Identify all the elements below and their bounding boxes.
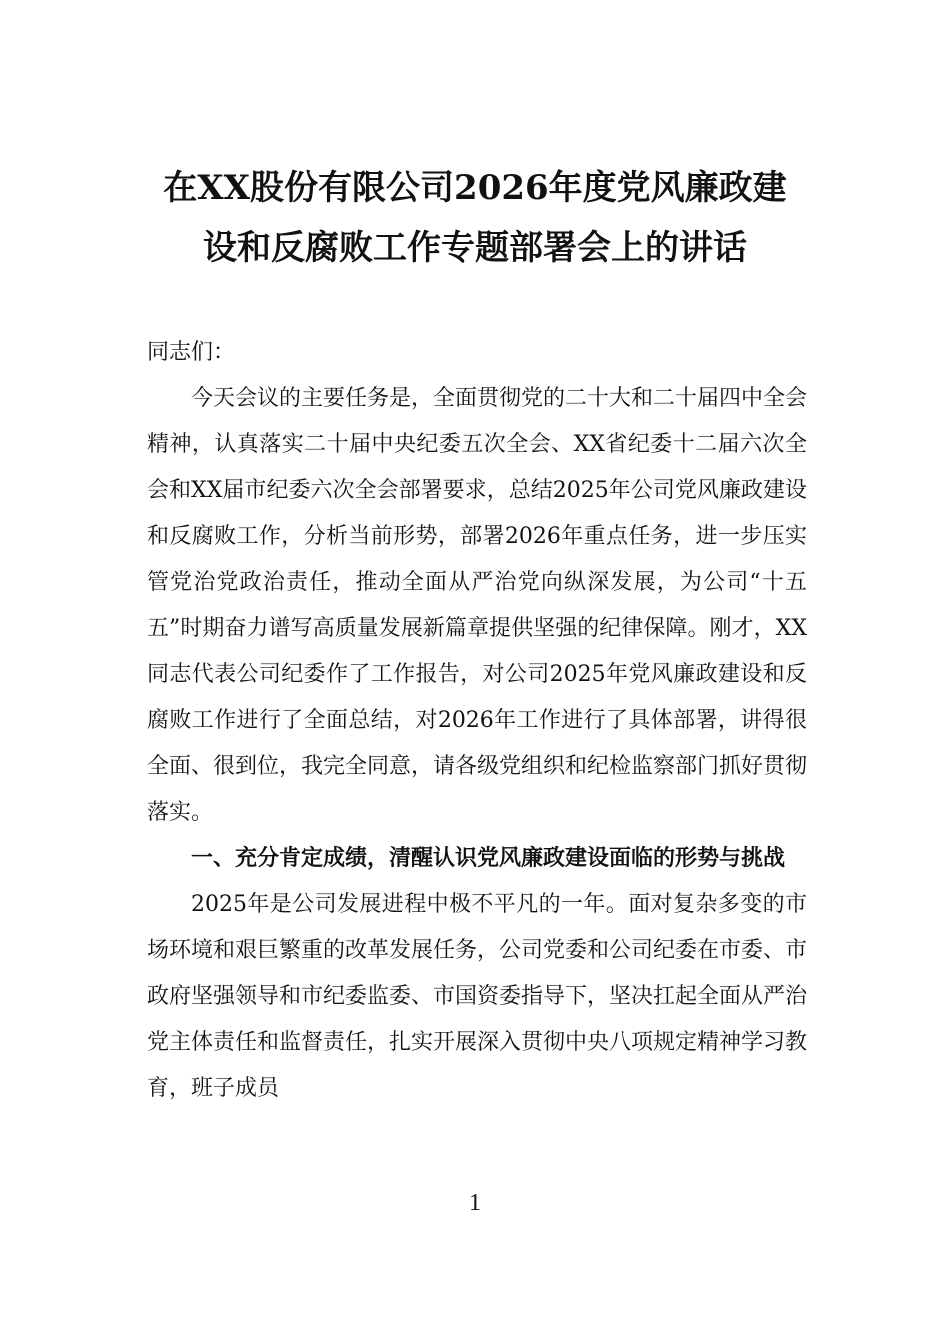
title-line-1: 在XX股份有限公司2026年度党风廉政建: [163, 168, 787, 208]
section-paragraph: 2025年是公司发展进程中极不平凡的一年。面对复杂多变的市场环境和艰巨繁重的改革发展任务，公司党委和公司纪委在市委、市政府坚强领导和市纪委监委、市国资委指导下，坚决扛起全面从严治党主体责任和监督责任，扎实开展深入贯彻中央八项规定精神学习教育，班子成员: [147, 892, 808, 1101]
document-title: [140, 158, 810, 278]
opening-paragraph: 今天会议的主要任务是，全面贯彻党的二十大和二十届四中全会精神，认真落实二十届中央纪委五次全会、XX省纪委十二届六次全会和XX届市纪委六次全会部署要求，总结2025年公司党风廉政建设和反腐败工作，分析当前形势，部署2026年重点任务，进一步压实管党治党政治责任，推动全面从严治党向纵深发展，为公司“十五五”时期奋力谱写高质量发展新篇章提供坚强的纪律保障。刚才，XX同志代表公司纪委作了工作报告，对公司2025年党风廉政建设和反腐败工作进行了全面总结，对2026年工作进行了具体部署，讲得很全面、很到位，我完全同意，请各级党组织和纪检监察部门抓好贯彻落实。: [147, 386, 808, 825]
title-line-2: 设和反腐败工作专题部署会上的讲话: [203, 228, 747, 268]
page-number: 1: [469, 1190, 481, 1216]
salutation: 同志们：: [147, 340, 236, 365]
document-body: [147, 330, 807, 1112]
section-heading: 一、充分肯定成绩，清醒认识党风廉政建设面临的形势与挑战: [191, 846, 786, 871]
